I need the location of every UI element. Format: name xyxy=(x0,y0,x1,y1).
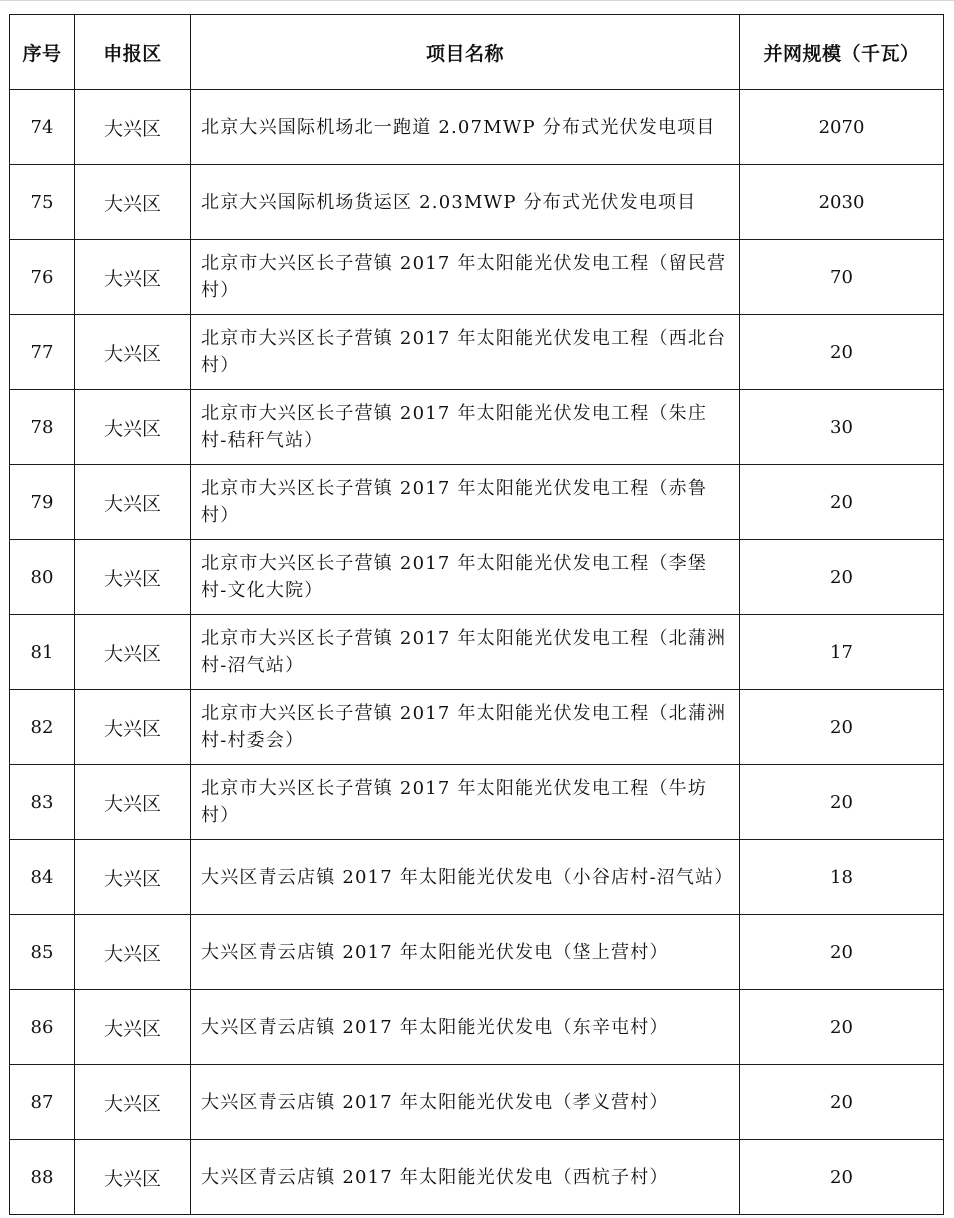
cell-no: 76 xyxy=(10,240,75,315)
cell-project-name: 北京市大兴区长子营镇 2017 年太阳能光伏发电工程（牛坊村） xyxy=(191,765,740,840)
cell-capacity: 20 xyxy=(740,990,944,1065)
page-top-divider xyxy=(0,0,954,1)
table-row xyxy=(10,165,944,240)
cell-capacity: 30 xyxy=(740,390,944,465)
cell-project-name: 大兴区青云店镇 2017 年太阳能光伏发电（小谷店村-沼气站） xyxy=(191,840,740,915)
table-row xyxy=(10,390,944,465)
cell-project-name: 北京大兴国际机场货运区 2.03MWP 分布式光伏发电项目 xyxy=(191,165,740,240)
cell-district: 大兴区 xyxy=(75,390,191,465)
cell-project-name: 大兴区青云店镇 2017 年太阳能光伏发电（西杭子村） xyxy=(191,1140,740,1215)
cell-no: 74 xyxy=(10,90,75,165)
cell-district: 大兴区 xyxy=(75,240,191,315)
header-row xyxy=(10,15,944,90)
cell-capacity: 20 xyxy=(740,1065,944,1140)
cell-no: 82 xyxy=(10,690,75,765)
cell-capacity: 2030 xyxy=(740,165,944,240)
cell-project-name: 大兴区青云店镇 2017 年太阳能光伏发电（东辛屯村） xyxy=(191,990,740,1065)
cell-district: 大兴区 xyxy=(75,465,191,540)
table-row xyxy=(10,690,944,765)
cell-project-name: 北京市大兴区长子营镇 2017 年太阳能光伏发电工程（北蒲洲村-村委会） xyxy=(191,690,740,765)
cell-project-name: 北京市大兴区长子营镇 2017 年太阳能光伏发电工程（李堡村-文化大院） xyxy=(191,540,740,615)
table-header xyxy=(10,15,944,90)
table-row xyxy=(10,990,944,1065)
cell-capacity: 20 xyxy=(740,1140,944,1215)
table-row xyxy=(10,540,944,615)
cell-district: 大兴区 xyxy=(75,540,191,615)
cell-project-name: 北京市大兴区长子营镇 2017 年太阳能光伏发电工程（留民营村） xyxy=(191,240,740,315)
cell-capacity: 2070 xyxy=(740,90,944,165)
header-district: 申报区 xyxy=(75,15,191,90)
cell-no: 75 xyxy=(10,165,75,240)
cell-district: 大兴区 xyxy=(75,1065,191,1140)
cell-no: 86 xyxy=(10,990,75,1065)
cell-capacity: 20 xyxy=(740,540,944,615)
cell-no: 84 xyxy=(10,840,75,915)
cell-district: 大兴区 xyxy=(75,840,191,915)
cell-district: 大兴区 xyxy=(75,90,191,165)
cell-no: 87 xyxy=(10,1065,75,1140)
cell-no: 88 xyxy=(10,1140,75,1215)
table-row xyxy=(10,765,944,840)
table-row xyxy=(10,915,944,990)
cell-project-name: 北京市大兴区长子营镇 2017 年太阳能光伏发电工程（赤鲁村） xyxy=(191,465,740,540)
cell-no: 79 xyxy=(10,465,75,540)
cell-no: 80 xyxy=(10,540,75,615)
cell-district: 大兴区 xyxy=(75,1140,191,1215)
cell-no: 77 xyxy=(10,315,75,390)
table-row xyxy=(10,1065,944,1140)
table-row xyxy=(10,240,944,315)
cell-capacity: 70 xyxy=(740,240,944,315)
table-row xyxy=(10,465,944,540)
table-row xyxy=(10,90,944,165)
cell-capacity: 20 xyxy=(740,465,944,540)
cell-project-name: 北京市大兴区长子营镇 2017 年太阳能光伏发电工程（北蒲洲村-沼气站） xyxy=(191,615,740,690)
cell-capacity: 20 xyxy=(740,690,944,765)
cell-no: 78 xyxy=(10,390,75,465)
cell-district: 大兴区 xyxy=(75,915,191,990)
cell-no: 81 xyxy=(10,615,75,690)
table-row xyxy=(10,1140,944,1215)
cell-project-name: 北京市大兴区长子营镇 2017 年太阳能光伏发电工程（朱庄村-秸秆气站） xyxy=(191,390,740,465)
cell-district: 大兴区 xyxy=(75,765,191,840)
cell-no: 85 xyxy=(10,915,75,990)
table-body xyxy=(10,90,944,1215)
cell-district: 大兴区 xyxy=(75,165,191,240)
cell-capacity: 20 xyxy=(740,765,944,840)
cell-project-name: 大兴区青云店镇 2017 年太阳能光伏发电（垡上营村） xyxy=(191,915,740,990)
projects-table xyxy=(9,14,944,1215)
table-row xyxy=(10,840,944,915)
cell-project-name: 北京大兴国际机场北一跑道 2.07MWP 分布式光伏发电项目 xyxy=(191,90,740,165)
cell-project-name: 大兴区青云店镇 2017 年太阳能光伏发电（孝义营村） xyxy=(191,1065,740,1140)
table-row xyxy=(10,315,944,390)
cell-district: 大兴区 xyxy=(75,615,191,690)
header-project: 项目名称 xyxy=(191,15,740,90)
header-no: 序号 xyxy=(10,15,75,90)
cell-district: 大兴区 xyxy=(75,990,191,1065)
cell-capacity: 18 xyxy=(740,840,944,915)
cell-capacity: 20 xyxy=(740,915,944,990)
table-row xyxy=(10,615,944,690)
header-capacity: 并网规模（千瓦） xyxy=(740,15,944,90)
cell-capacity: 17 xyxy=(740,615,944,690)
cell-district: 大兴区 xyxy=(75,315,191,390)
cell-capacity: 20 xyxy=(740,315,944,390)
cell-district: 大兴区 xyxy=(75,690,191,765)
cell-project-name: 北京市大兴区长子营镇 2017 年太阳能光伏发电工程（西北台村） xyxy=(191,315,740,390)
cell-no: 83 xyxy=(10,765,75,840)
